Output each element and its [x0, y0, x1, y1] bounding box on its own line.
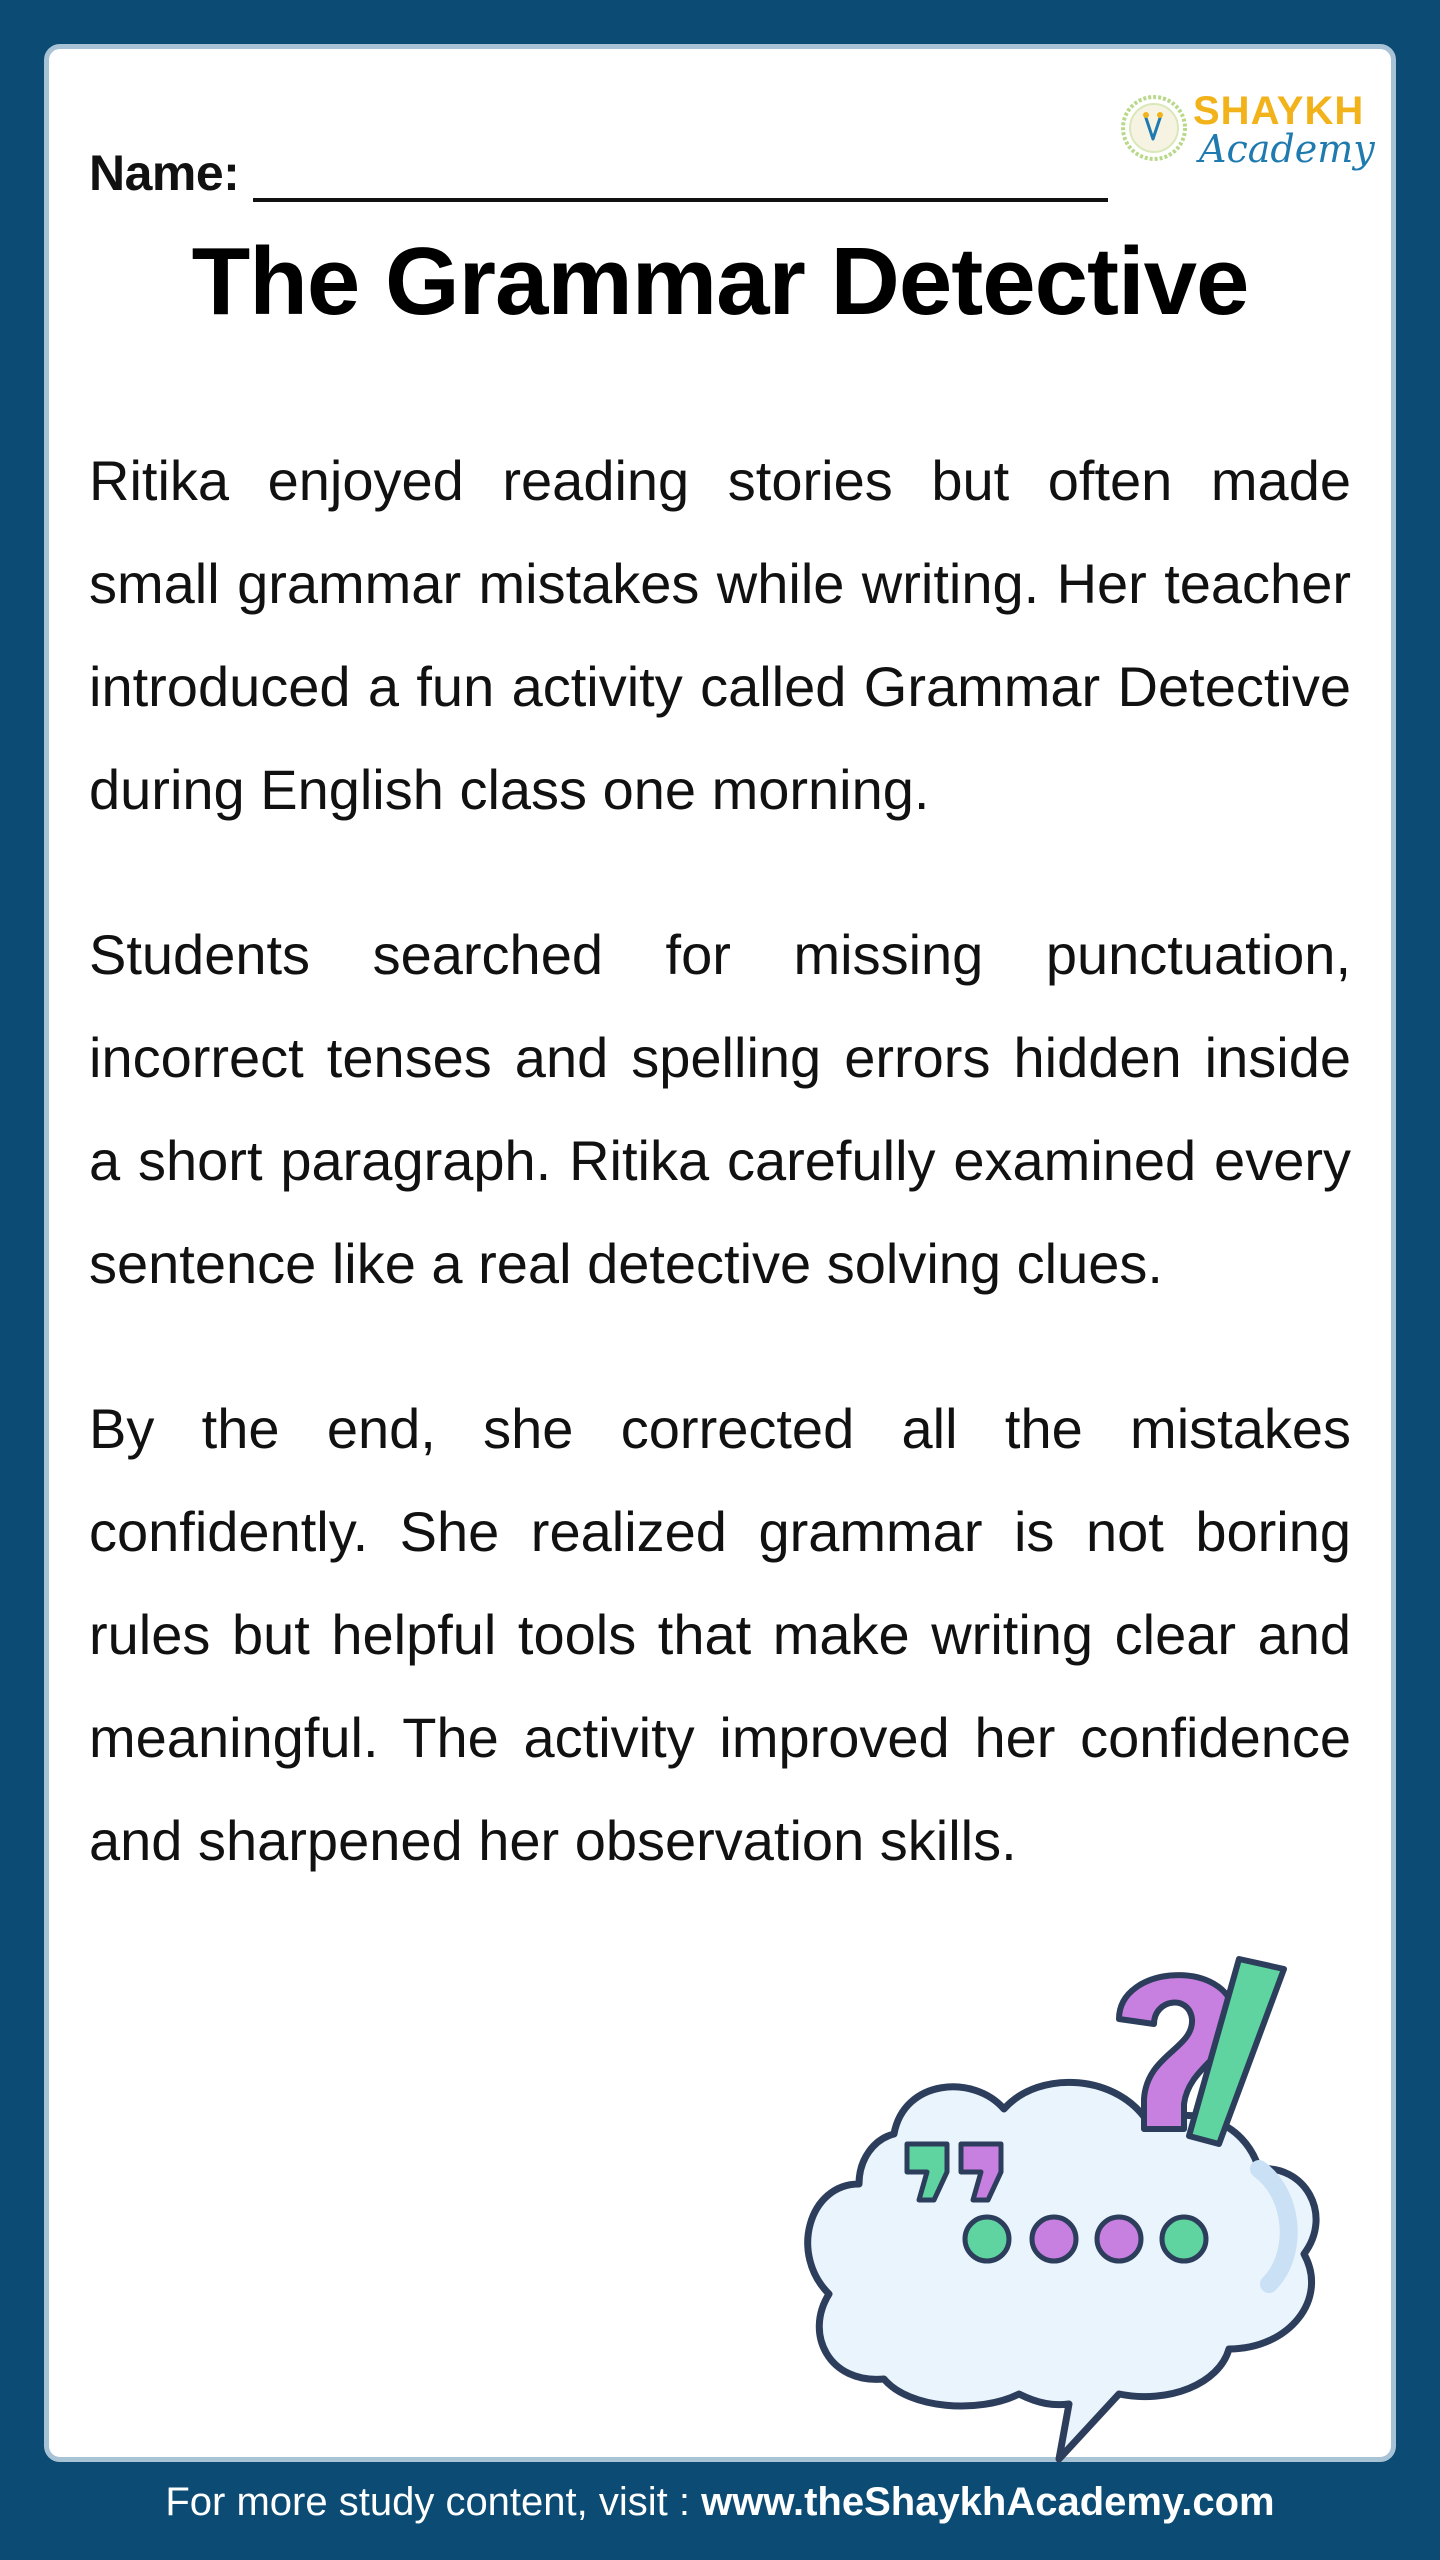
logo-word-shaykh: SHAYKH: [1193, 89, 1365, 133]
shaykh-academy-logo: [1119, 83, 1375, 173]
logo-emblem-icon: [1119, 93, 1189, 163]
footer-prefix: For more study content, visit :: [165, 2480, 702, 2524]
logo-word-academy: Academy: [1199, 127, 1375, 171]
story-text: [89, 429, 1351, 1954]
name-field-row: [89, 144, 1108, 202]
name-label: Name:: [89, 145, 240, 201]
footer: [0, 2480, 1440, 2540]
footer-website-link[interactable]: www.theShaykhAcademy.com: [701, 2480, 1275, 2524]
story-paragraph-2: Students searched for missing punctuation, incorrect tenses and spelling errors hidden inside a short paragraph. Ritika carefully examined every sentence like a real detective solving clues.: [89, 923, 1351, 1295]
worksheet-page: [44, 44, 1396, 2462]
worksheet-title: The Grammar Detective: [191, 228, 1249, 335]
logo-text: [1193, 89, 1375, 171]
speech-bubble-punctuation-icon: [789, 1954, 1334, 2464]
story-paragraph-3: By the end, she corrected all the mistakes confidently. She realized grammar is not boring rules but helpful tools that make writing clear and meaningful. The activity improved her confidence and sharpened her observation skills.: [89, 1397, 1351, 1872]
name-write-line: [253, 148, 1108, 202]
story-paragraph-1: Ritika enjoyed reading stories but often made small grammar mistakes while writing. Her teacher introduced a fun activity called Grammar Detective during English class one morning.: [89, 449, 1351, 821]
